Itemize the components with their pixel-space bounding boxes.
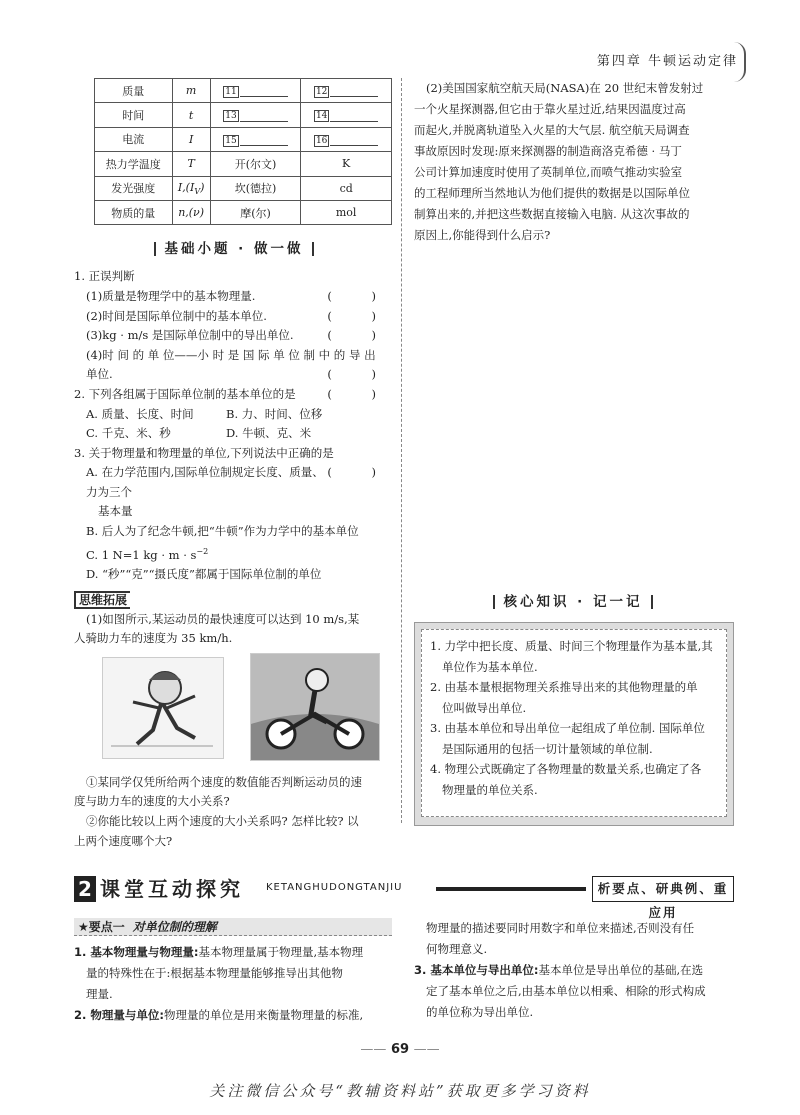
question-3: 3. 关于物理量和物理量的单位,下列说法中正确的是 ( )	[74, 445, 394, 480]
question-2: 2. 下列各组属于国际单位制的基本单位的是 ( )	[74, 386, 394, 401]
chapter-arc-decoration	[734, 42, 746, 82]
scooter-rider-illustration	[250, 653, 380, 761]
right-text-line: (2)美国国家航空航天局(NASA)在 20 世纪末曾发射过	[426, 81, 704, 95]
keypoint-right: 物理量的描述要同时用数字和单位来描述,否则没有任 何物理意义. 3. 基本单位与导出单位:基本单位是导出单位的基础,在选 定了基本单位之后,由基本单位以相乘、相除的形式构成 的单位称为导出单位.	[414, 921, 706, 1019]
section-pinyin: KETANGHUDONGTANJIU	[266, 882, 403, 893]
column-divider	[401, 78, 402, 823]
core-knowledge-box	[414, 622, 734, 826]
question-1: 1. 正误判断	[74, 269, 135, 284]
core-item-line: 2. 由基本量根据物理关系推导出来的其他物理量的单	[430, 680, 698, 694]
illustrations	[102, 657, 394, 767]
core-item-line: 4. 物理公式既确定了各物理量的数量关系,也确定了各	[430, 762, 702, 776]
table-row: 物质的量 n,(ν) 摩(尔) mol	[95, 200, 392, 224]
thinking-q-a: ①某同学仅凭所给两个速度的数值能否判断运动员的速	[86, 774, 362, 789]
q2-options-row-1: A. 质量、长度、时间 B. 力、时间、位移	[86, 406, 323, 421]
section-number: 2	[74, 876, 96, 902]
core-item-line: 物理量的单位关系.	[442, 782, 538, 797]
core-item-line: 位叫做导出单位.	[442, 700, 527, 715]
right-text-line: 制算出来的,并把这些数据直接输入电脑. 从这次事故的	[414, 207, 690, 221]
table-row: 发光强度 $I,(I_V)$ 坎(德拉) cd	[95, 176, 392, 200]
q3-option-a: A. 在力学范围内,国际单位制规定长度、质量、力为三个	[86, 465, 324, 499]
q1-item-3: (3)kg · m/s 是国际单位制中的导出单位. ( )	[86, 328, 394, 343]
table-row: 质量 m 11 12	[95, 79, 392, 103]
left-column	[74, 78, 394, 851]
thinking-q-a-cont: 度与助力车的速度的大小关系?	[74, 794, 230, 809]
q1-item-2: (2)时间是国际单位制中的基本单位. ( )	[86, 308, 394, 323]
table-row: 电流 I 15 16	[95, 127, 392, 151]
keypoint-title: ★要点一 对单位制的理解	[74, 918, 392, 936]
thinking-p2: 人骑助力车的速度为 35 km/h.	[74, 631, 233, 646]
runner-illustration	[102, 657, 224, 759]
q3-option-c: C. 1 N=1 kg · $m \cdot s^{-2}$	[86, 546, 209, 562]
core-knowledge-list	[421, 629, 727, 817]
q1-item-1: (1)质量是物理学中的基本物理量. ( )	[86, 288, 394, 303]
right-text-line: 公司计算加速度时使用了英制单位,而喷气推动实验室	[414, 165, 683, 179]
section-title: 课堂互动探究	[100, 877, 244, 901]
thinking-p1: (1)如图所示,某运动员的最快速度可以达到 10 m/s,某	[86, 611, 360, 626]
thinking-q-b: ②你能比较以上两个速度的大小关系吗? 怎样比较? 以	[86, 814, 359, 829]
q3-option-d: D. “秒”“克”“摄氏度”都属于国际单位制的单位	[86, 567, 322, 582]
footer-note: 关注微信公众号“教辅资料站”获取更多学习资料	[209, 1082, 591, 1100]
thinking-title: 思维拓展	[74, 591, 394, 608]
q1-item-4-cont: 单位. ( )	[86, 367, 394, 382]
right-column-text	[414, 78, 732, 246]
right-text-line: 事故原因时发现:原来探测器的制造商洛克希德 · 马丁	[414, 144, 682, 158]
section-tag: 析要点、研典例、重应用	[592, 876, 734, 902]
table-row: 时间 t 13 14	[95, 103, 392, 127]
table-row: 热力学温度 T 开(尔文) K	[95, 152, 392, 176]
q2-options-row-2: C. 千克、米、秒 D. 牛顿、克、米	[86, 426, 312, 441]
keypoint-left: 1. 基本物理量与物理量:基本物理量属于物理量,基本物理 量的特殊性在于:根据基本物理量能够推导出其他物 理量. 2. 物理量与单位:物理量的单位是用来衡量物理量的标准,	[74, 945, 364, 1022]
core-section-title: 核心知识 · 记一记	[414, 590, 732, 610]
right-text-line: 的工程师理所当然地认为他们提供的数据是以国际单位	[414, 186, 690, 200]
section-band	[74, 876, 732, 920]
chapter-title: 第四章 牛顿运动定律	[596, 54, 738, 69]
core-item-line: 是国际通用的包括一切计量领域的单位制.	[442, 741, 653, 756]
band-line	[436, 887, 586, 891]
right-text-line: 原因上,你能得到什么启示?	[414, 228, 551, 242]
core-item-line: 1. 力学中把长度、质量、时间三个物理量作为基本量,其	[430, 639, 713, 653]
thinking-q-b-cont: 上两个速度哪个大?	[74, 833, 173, 848]
right-text-line: 而起火,并脱离轨道坠入火星的大气层. 航空航天局调查	[414, 123, 690, 137]
q3-option-b: B. 后人为了纪念牛顿,把“牛顿”作为力学中的基本单位	[86, 524, 359, 539]
right-text-line: 一个火星探测器,但它由于靠火星过近,结果因温度过高	[414, 102, 686, 116]
core-item-line: 3. 由基本单位和导出单位一起组成了单位制. 国际单位	[430, 721, 705, 735]
si-units-table	[94, 78, 392, 225]
q1-item-4: (4)时 间 的 单 位——小 时 是 国 际 单 位 制 中 的 导 出	[86, 347, 376, 362]
page-number: —— 69 ——	[360, 1042, 440, 1057]
basic-section-title: 基础小题 · 做一做	[74, 237, 394, 257]
core-item-line: 单位作为基本单位.	[442, 659, 538, 674]
q3-option-a-cont: 基本量	[98, 504, 133, 519]
